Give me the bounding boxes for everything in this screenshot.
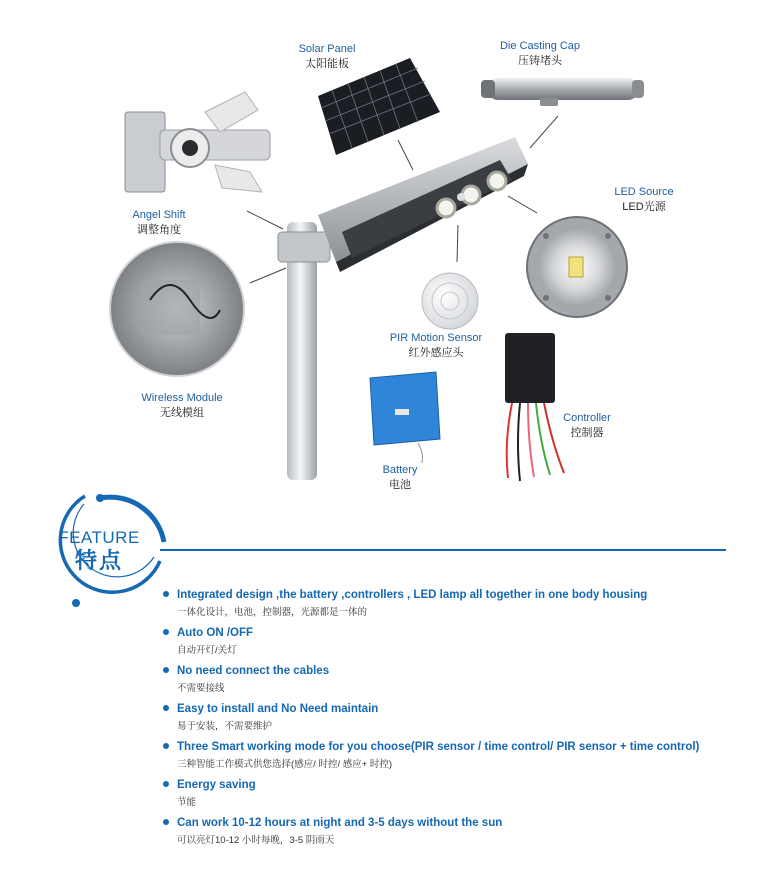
feature-item-en: Three Smart working mode for you choose(PIR sensor / time control/ PIR sensor + time control) — [177, 741, 700, 753]
label-wireless-module-en: Wireless Module — [141, 392, 223, 404]
feature-item-en: Energy saving — [177, 779, 256, 791]
feature-item-en: Integrated design ,the battery ,controllers , LED lamp all together in one body housing — [177, 589, 648, 601]
bullet-icon — [163, 781, 169, 787]
label-battery-zh: 电池 — [389, 479, 411, 491]
die-casting-cap-image — [481, 78, 644, 106]
feature-title-zh: 特点 — [74, 548, 123, 573]
label-solar-panel-en: Solar Panel — [298, 43, 356, 55]
label-solar-panel — [281, 42, 373, 72]
bullet-icon — [163, 705, 169, 711]
feature-item — [163, 663, 753, 697]
label-pir-sensor-en: PIR Motion Sensor — [389, 332, 483, 344]
feature-item — [163, 815, 753, 849]
feature-item — [163, 625, 753, 659]
feature-list — [163, 587, 753, 853]
label-led-source-zh: LED光源 — [622, 201, 666, 213]
label-battery — [370, 463, 430, 493]
label-solar-panel-zh: 太阳能板 — [305, 58, 349, 70]
pir-sensor-image — [422, 273, 478, 329]
label-pir-sensor-zh: 红外感应头 — [408, 347, 464, 359]
feature-item-en: Can work 10-12 hours at night and 3-5 days without the sun — [177, 817, 503, 829]
feature-item — [163, 701, 753, 735]
controller-image — [505, 333, 564, 481]
label-led-source — [603, 185, 685, 215]
bullet-icon — [163, 743, 169, 749]
label-die-casting-cap-en: Die Casting Cap — [499, 40, 581, 52]
light-pole — [278, 222, 330, 480]
feature-item — [163, 777, 753, 811]
label-pir-sensor — [380, 331, 492, 361]
wireless-module-image — [110, 242, 244, 376]
label-angel-shift-zh: 调整角度 — [137, 224, 181, 236]
feature-title — [45, 528, 153, 574]
feature-item-zh: 三种智能工作模式供您选择(感应/ 时控/ 感应+ 时控) — [177, 759, 393, 770]
angel-shift-image — [125, 92, 270, 192]
label-die-casting-cap — [488, 39, 592, 69]
label-battery-en: Battery — [382, 464, 418, 476]
label-angel-shift-en: Angel Shift — [132, 209, 186, 221]
label-wireless-module — [130, 391, 234, 421]
label-controller-zh: 控制器 — [570, 427, 604, 439]
feature-item-zh: 不需要接线 — [177, 683, 225, 694]
feature-item — [163, 587, 753, 621]
label-angel-shift — [113, 208, 205, 238]
feature-title-en: FEATURE — [58, 528, 140, 547]
label-led-source-en: LED Source — [614, 186, 674, 198]
bullet-icon — [163, 591, 169, 597]
feature-item-zh: 一体化设计，电池，控制器，光源都是一体的 — [177, 607, 368, 618]
bullet-icon — [163, 819, 169, 825]
label-die-casting-cap-zh: 压铸堵头 — [518, 55, 562, 67]
label-wireless-module-zh: 无线模组 — [160, 407, 204, 419]
feature-item-zh: 节能 — [177, 797, 197, 808]
feature-item-en: Auto ON /OFF — [177, 627, 254, 639]
solar-panel-image — [318, 58, 440, 155]
feature-item-en: No need connect the cables — [177, 665, 330, 677]
label-controller — [550, 411, 624, 441]
feature-item — [163, 739, 753, 773]
bullet-icon — [163, 667, 169, 673]
led-source-image — [527, 217, 627, 317]
battery-image — [370, 372, 440, 463]
label-controller-en: Controller — [563, 412, 611, 424]
feature-item-en: Easy to install and No Need maintain — [177, 703, 379, 715]
feature-item-zh: 可以亮灯10-12 小时每晚，3-5 阴雨天 — [177, 835, 335, 846]
lamp-housing — [318, 137, 528, 272]
bullet-icon — [163, 629, 169, 635]
feature-item-zh: 易于安装，不需要维护 — [177, 721, 273, 732]
feature-item-zh: 自动开灯/关灯 — [177, 645, 237, 656]
